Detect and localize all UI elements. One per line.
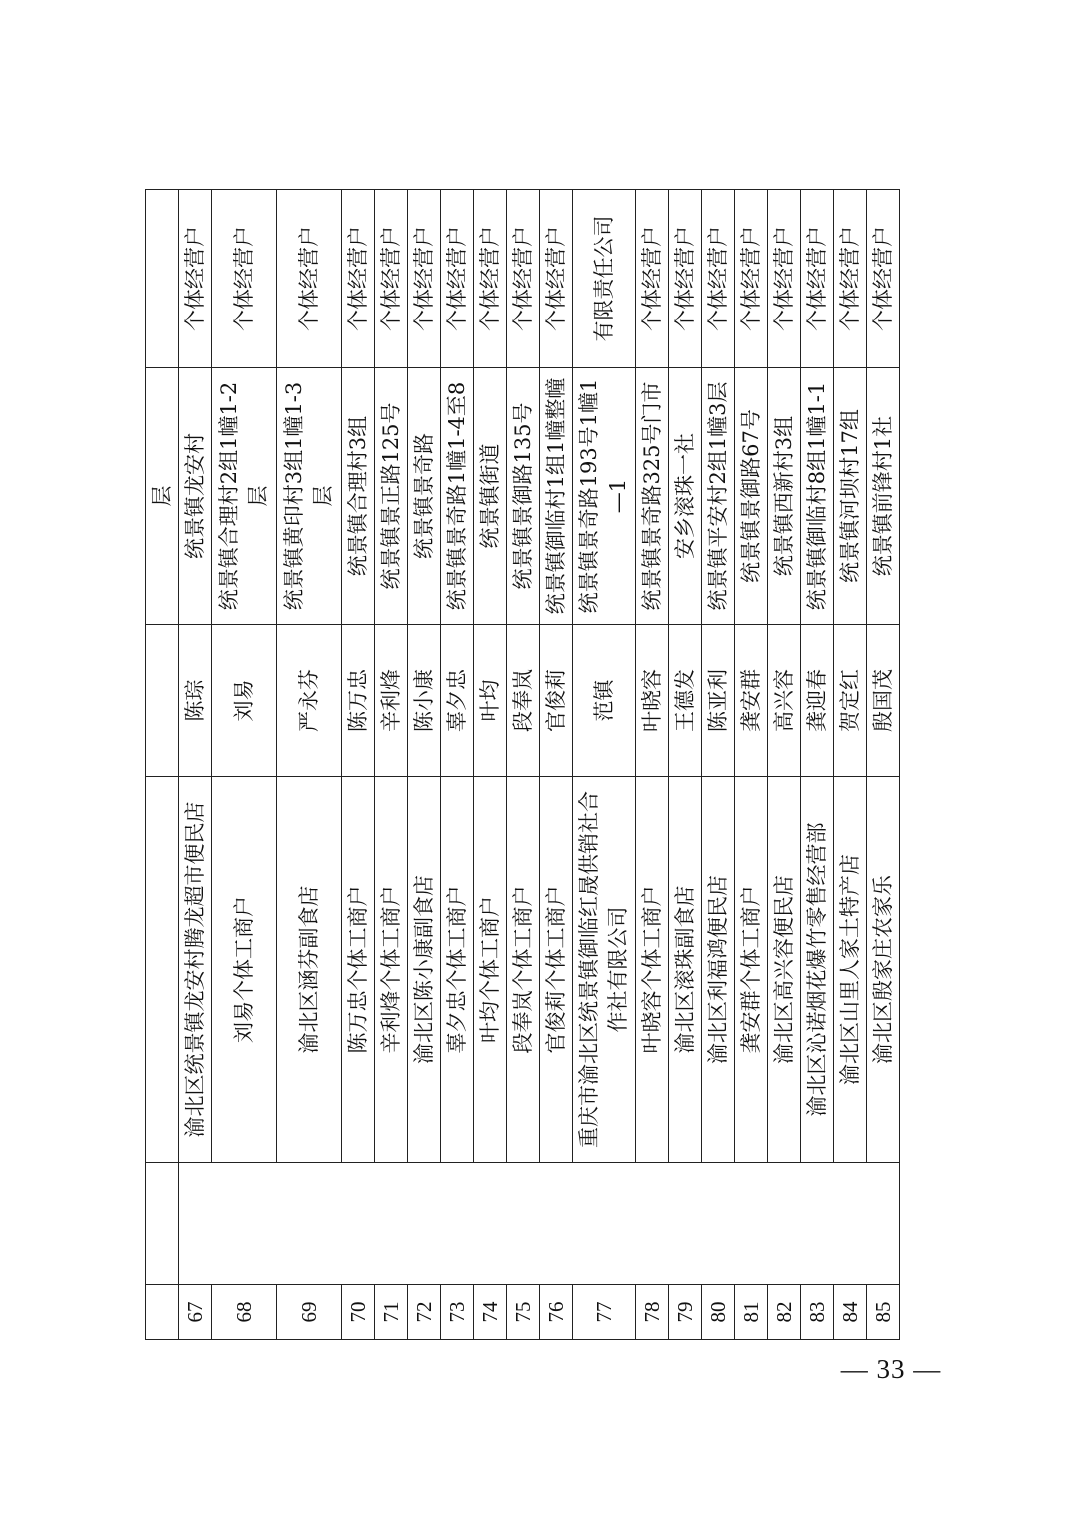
row-number: 71 [375,1285,408,1340]
business-address: 统景镇街道 [474,368,507,625]
business-type: 个体经营户 [669,190,702,368]
responsible-person: 贺定红 [834,625,867,777]
row-number: 81 [735,1285,768,1340]
business-type: 个体经营户 [507,190,540,368]
row-number: 83 [801,1285,834,1340]
responsible-person: 龚安群 [735,625,768,777]
business-address: 统景镇御临村1组1幢整幢 [540,368,573,625]
business-type: 个体经营户 [735,190,768,368]
responsible-person: 陈万忠 [342,625,375,777]
business-address: 统景镇合理村2组1幢1-2层 [212,368,277,625]
business-address: 统景镇景御路67号 [735,368,768,625]
row-number: 69 [277,1285,342,1340]
business-name: 叶均个体工商户 [474,777,507,1163]
responsible-person: 官俊莉 [540,625,573,777]
business-address: 统景镇平安村2组1幢3层 [702,368,735,625]
business-type: 个体经营户 [540,190,573,368]
cell-empty [146,1163,179,1285]
business-name: 龚安群个体工商户 [735,777,768,1163]
responsible-person: 陈小康 [408,625,441,777]
business-type: 个体经营户 [212,190,277,368]
responsible-person: 叶均 [474,625,507,777]
business-type: 有限责任公司 [573,190,636,368]
business-address: 统景镇景奇路193号1幢1—1 [573,368,636,625]
business-name: 渝北区滚珠副食店 [669,777,702,1163]
business-address: 安乡滚珠一社 [669,368,702,625]
business-name: 叶晓容个体工商户 [636,777,669,1163]
continued-row [146,190,179,1340]
business-type: 个体经营户 [441,190,474,368]
row-number: 67 [179,1285,212,1340]
business-name: 渝北区陈小康副食店 [408,777,441,1163]
cell-empty [146,625,179,777]
responsible-person: 范镇 [573,625,636,777]
business-name: 渝北区沁诺烟花爆竹零售经营部 [801,777,834,1163]
business-address: 统景镇御临村8组1幢1-1 [801,368,834,625]
business-name: 陈万忠个体工商户 [342,777,375,1163]
business-name: 渝北区涵芬副食店 [277,777,342,1163]
responsible-person: 高兴容 [768,625,801,777]
row-number: 85 [867,1285,900,1340]
row-number: 75 [507,1285,540,1340]
business-address: 统景镇景奇路1幢1-4至8 [441,368,474,625]
responsible-person: 王德发 [669,625,702,777]
business-type: 个体经营户 [801,190,834,368]
business-address: 统景镇景奇路 [408,368,441,625]
enterprise-table [145,189,900,1340]
row-number: 76 [540,1285,573,1340]
responsible-person: 辛利烽 [375,625,408,777]
responsible-person: 段奉岚 [507,625,540,777]
business-address: 统景镇合理村3组 [342,368,375,625]
business-name: 渝北区统景镇龙安村腾龙超市便民店 [179,777,212,1163]
business-type: 个体经营户 [636,190,669,368]
business-type: 个体经营户 [342,190,375,368]
responsible-person: 叶晓容 [636,625,669,777]
business-address: 统景镇龙安村 [179,368,212,625]
business-type: 个体经营户 [474,190,507,368]
business-name: 渝北区殷家庄农家乐 [867,777,900,1163]
responsible-person: 刘易 [212,625,277,777]
business-name: 渝北区高兴容便民店 [768,777,801,1163]
business-type: 个体经营户 [867,190,900,368]
business-address: 统景镇河坝村17组 [834,368,867,625]
row-number: 77 [573,1285,636,1340]
cell-empty [146,1285,179,1340]
rotated-table-wrapper [145,190,898,1340]
row-number: 72 [408,1285,441,1340]
row-number: 70 [342,1285,375,1340]
business-type: 个体经营户 [179,190,212,368]
business-name: 刘易个体工商户 [212,777,277,1163]
table-row [179,190,212,1340]
row-number: 74 [474,1285,507,1340]
row-number: 80 [702,1285,735,1340]
business-type: 个体经营户 [277,190,342,368]
business-name: 重庆市渝北区统景镇御临红晟供销社合作社有限公司 [573,777,636,1163]
table-body [146,190,900,1340]
row-number: 82 [768,1285,801,1340]
business-type: 个体经营户 [408,190,441,368]
business-address: 统景镇前锋村1社 [867,368,900,625]
cell-empty [146,777,179,1163]
business-type: 个体经营户 [702,190,735,368]
responsible-person: 陈亚利 [702,625,735,777]
business-name: 渝北区山里人家土特产店 [834,777,867,1163]
business-address: 统景镇西新村3组 [768,368,801,625]
business-name: 段奉岚个体工商户 [507,777,540,1163]
business-type: 个体经营户 [375,190,408,368]
business-type: 个体经营户 [834,190,867,368]
row-number: 73 [441,1285,474,1340]
continued-cell: 层 [146,368,179,625]
business-address: 统景镇景奇路325号门市 [636,368,669,625]
business-name: 官俊莉个体工商户 [540,777,573,1163]
responsible-person: 陈琮 [179,625,212,777]
responsible-person: 严永芬 [277,625,342,777]
row-number: 68 [212,1285,277,1340]
cell-empty [179,1163,900,1285]
business-type: 个体经营户 [768,190,801,368]
page-number: — 33 — [840,1354,942,1384]
responsible-person: 龚迎春 [801,625,834,777]
business-name: 辛利烽个体工商户 [375,777,408,1163]
business-name: 辜夕忠个体工商户 [441,777,474,1163]
row-number: 84 [834,1285,867,1340]
cell-empty [146,190,179,368]
responsible-person: 辜夕忠 [441,625,474,777]
row-number: 79 [669,1285,702,1340]
business-address: 统景镇景正路125号 [375,368,408,625]
business-name: 渝北区利福鸿便民店 [702,777,735,1163]
business-address: 统景镇黄印村3组1幢1-3层 [277,368,342,625]
business-address: 统景镇景御路135号 [507,368,540,625]
responsible-person: 殷国茂 [867,625,900,777]
row-number: 78 [636,1285,669,1340]
